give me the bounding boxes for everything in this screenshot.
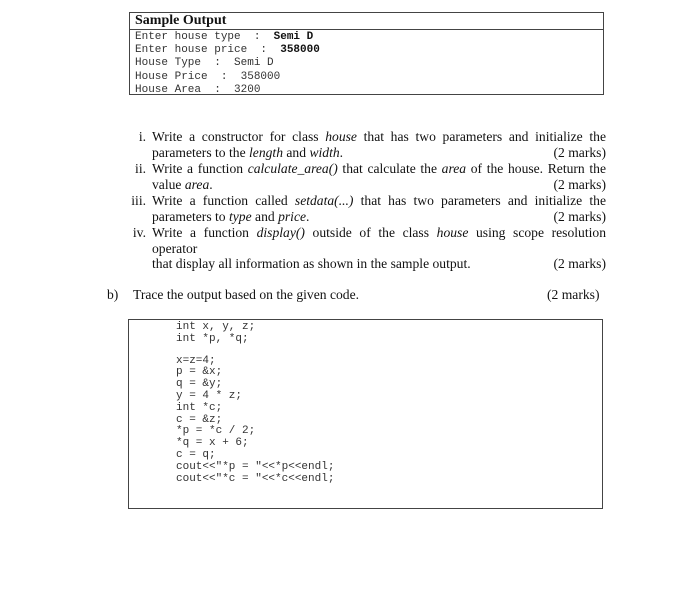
code-line: *p = *c / 2; bbox=[176, 425, 256, 438]
question-line: parameters to type and price. (2 marks) bbox=[152, 208, 606, 224]
question-marks: (2 marks) bbox=[553, 176, 606, 192]
code-line: cout<<"*p = "<<*p<<endl; bbox=[176, 460, 335, 473]
code-line: int x, y, z; bbox=[176, 321, 256, 333]
question-body bbox=[152, 193, 606, 224]
question-line: Write a constructor for class house that has two parameters and initialize the bbox=[152, 129, 606, 144]
code-line: cout<<"*c = "<<*c<<endl; bbox=[176, 472, 335, 485]
part-b-marks: (2 marks) bbox=[547, 287, 600, 302]
question-number: ii. bbox=[135, 161, 146, 176]
sample-line-label: House Type : Semi D bbox=[135, 57, 274, 70]
question-line: Write a function display() outside of the class house using scope resolution operator bbox=[152, 225, 606, 256]
code-line: p = &x; bbox=[176, 366, 223, 379]
sample-line-label: House Price : 358000 bbox=[135, 70, 281, 83]
sample-line-value: 358000 bbox=[280, 44, 320, 57]
code-line: c = &z; bbox=[176, 413, 223, 426]
sample-line-value: Semi D bbox=[273, 31, 314, 43]
code-box bbox=[128, 319, 603, 509]
code-line: y = 4 * z; bbox=[176, 389, 243, 402]
code-line: c = q; bbox=[176, 448, 216, 461]
sample-output-lines bbox=[130, 30, 603, 97]
sample-output-title: Sample Output bbox=[130, 13, 603, 30]
sample-output-line bbox=[135, 57, 603, 70]
sample-line-label: House Area : 3200 bbox=[135, 83, 261, 96]
code-line: q = &y; bbox=[176, 378, 223, 391]
sample-output-line bbox=[135, 44, 603, 57]
question-body bbox=[152, 129, 606, 160]
question-marks: (2 marks) bbox=[553, 144, 606, 160]
question-line: that display all information as shown in the sample output. (2 marks) bbox=[152, 256, 606, 271]
question-line: Write a function called setdata(...) that has two parameters and initialize the bbox=[152, 193, 606, 208]
part-b-label: b) bbox=[107, 287, 119, 302]
sample-output-box bbox=[129, 12, 604, 95]
code-listing bbox=[176, 322, 334, 485]
question-number: iii. bbox=[131, 193, 146, 208]
code-line: int *p, *q; bbox=[176, 332, 249, 345]
sample-output-line bbox=[135, 84, 603, 97]
question-line: Write a function calculate_area() that calculate the area of the house. Return the bbox=[152, 161, 606, 176]
sample-output-line bbox=[135, 31, 603, 44]
code-line: int *c; bbox=[176, 401, 223, 414]
question-line: parameters to the length and width. (2 marks) bbox=[152, 144, 606, 160]
sample-line-label: Enter house price : bbox=[135, 44, 281, 57]
question-line: value area. (2 marks) bbox=[152, 176, 606, 192]
sample-output-line bbox=[135, 71, 603, 84]
question-body bbox=[152, 225, 606, 272]
question-body bbox=[152, 161, 606, 192]
question-number: iv. bbox=[132, 225, 146, 240]
question-number: i. bbox=[138, 129, 146, 144]
code-line: x=z=4; bbox=[176, 354, 216, 367]
code-line: *q = x + 6; bbox=[176, 437, 249, 450]
sample-line-label: Enter house type : bbox=[135, 31, 274, 43]
question-marks: (2 marks) bbox=[553, 256, 606, 271]
question-marks: (2 marks) bbox=[553, 208, 606, 224]
part-b-text: Trace the output based on the given code. bbox=[133, 287, 360, 302]
